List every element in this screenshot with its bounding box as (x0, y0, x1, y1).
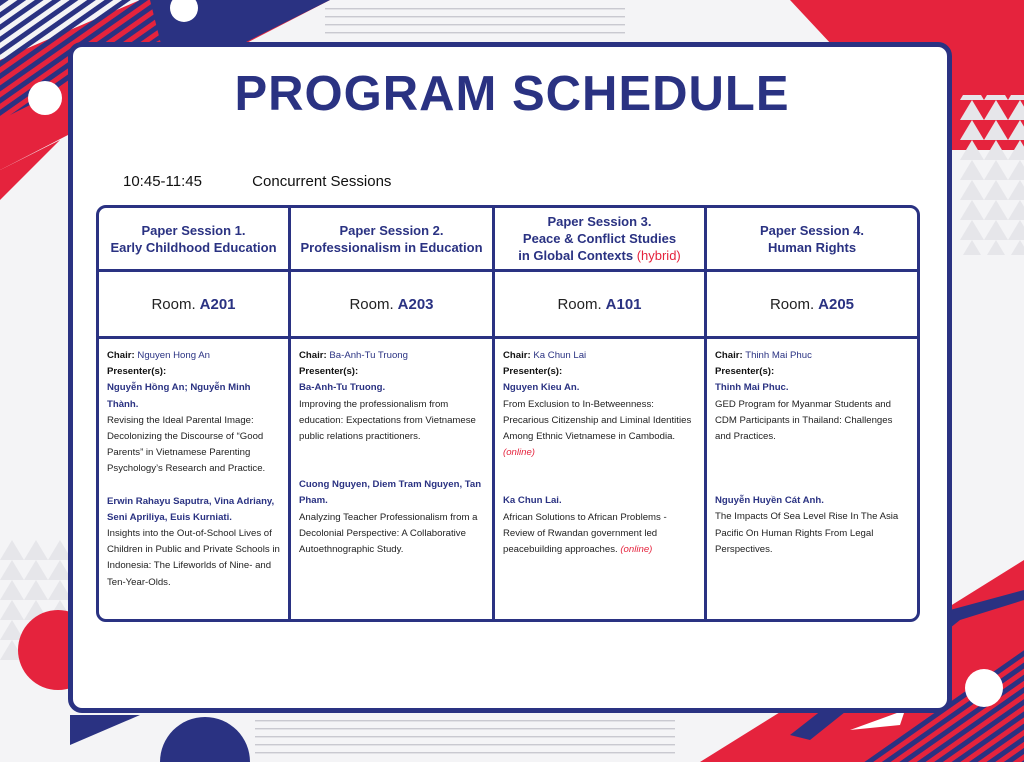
time-slot-time: 10:45-11:45 (123, 173, 202, 190)
session-1-details (99, 339, 291, 619)
session-2-title-line2: Professionalism in Education (300, 239, 483, 255)
room-prefix: Room. (557, 295, 602, 313)
room-prefix: Room. (769, 295, 815, 313)
session-3-title-line3-wrap (518, 247, 681, 264)
room-code: A203 (397, 295, 434, 313)
session-4-title-line1: Paper Session 4. (759, 222, 865, 238)
chair-label: Chair: (503, 350, 531, 361)
session-1-header (99, 208, 291, 272)
session-2-title-line1: Paper Session 2. (339, 222, 444, 238)
presenters-label: Presenter(s): (503, 366, 563, 378)
bottom-navy-half-circle (160, 717, 250, 762)
presenters-label: Presenter(s): (107, 366, 167, 378)
session-4-details (707, 339, 917, 619)
session-4-title-line2: Human Rights (767, 239, 857, 255)
paper-title: Revising the Ideal Parental Image: Decolonizing the Discourse of “Good Parents” in Vietnamese Parenting Psychology’s Research and Practice. (107, 414, 266, 475)
hybrid-tag: (hybrid) (636, 248, 681, 263)
paper-title: Insights into the Out-of-School Lives of Children in Public and Private Schools in Indonesia: The Lifeworlds of Nine- and Ten-Year-Olds. (107, 528, 280, 588)
paper-title: GED Program for Myanmar Students and CDM Participants in Thailand: Challenges and Practices. (715, 398, 893, 443)
session-3-room (495, 272, 707, 339)
chair-line (299, 348, 486, 364)
room-code: A101 (605, 295, 642, 313)
paper-title: From Exclusion to In-Betweenness: Precarious Citizenship and Liminal Identities Among Ethnic Vietnamese in Cambodia. (503, 398, 692, 443)
session-2-details (291, 339, 495, 619)
session-4-room (707, 272, 917, 339)
schedule-table (96, 205, 920, 622)
room-prefix: Room. (349, 295, 394, 313)
paper-title: Improving the professionalism from education: Expectations from Vietnamese public relations practitioners. (299, 398, 476, 443)
session-4-header (707, 208, 917, 272)
online-tag: (online) (503, 447, 535, 459)
session-3-header (495, 208, 707, 272)
time-slot-row (123, 173, 391, 190)
chair-line (715, 348, 911, 364)
paper-title: The Impacts Of Sea Level Rise In The Asia Pacific On Human Rights From Legal Perspectives. (715, 511, 899, 555)
paper-title-wrap (503, 397, 698, 462)
session-1-title-line2: Early Childhood Education (110, 239, 277, 255)
paper-title: African Solutions to African Problems - Review of Rwandan government led peacebuilding approaches. (503, 511, 667, 556)
presenters-label: Presenter(s): (299, 366, 359, 378)
page-title: PROGRAM SCHEDULE (234, 67, 790, 121)
presenter-names: Thinh Mai Phuc. (715, 382, 789, 394)
session-1-title-line1: Paper Session 1. (141, 222, 246, 238)
room-code: A205 (818, 295, 855, 313)
chair-name: Ka Chun Lai (533, 350, 587, 361)
presenter-names: Ba-Anh-Tu Truong. (299, 382, 386, 394)
presenter-names: Nguyễn Hồng An; Nguyễn Minh Thành. (107, 382, 251, 410)
session-3-title-line2: Peace & Conflict Studies (522, 231, 677, 246)
session-2-room (291, 272, 495, 339)
online-tag: (online) (620, 544, 653, 556)
session-2-header (291, 208, 495, 272)
chair-line (503, 348, 698, 364)
chair-name: Ba-Anh-Tu Truong (329, 350, 408, 361)
chair-name: Thinh Mai Phuc (745, 350, 812, 361)
paper-title: Analyzing Teacher Professionalism from a Decolonial Perspective: A Collaborative Autoethnographic Study. (299, 511, 478, 556)
session-1-room (99, 272, 291, 339)
chair-name: Nguyen Hong An (137, 350, 210, 361)
room-prefix: Room. (151, 295, 196, 313)
chair-label: Chair: (107, 350, 135, 361)
chair-label: Chair: (715, 350, 743, 361)
presenter-names: Cuong Nguyen, Diem Tram Nguyen, Tan Pham. (299, 479, 482, 507)
session-3-title-line1: Paper Session 3. (547, 214, 652, 229)
presenter-names: Nguyễn Huyền Cát Anh. (715, 495, 824, 507)
session-3-details (495, 339, 707, 619)
bottom-right-white-dot (965, 669, 1003, 707)
time-slot-label: Concurrent Sessions (252, 173, 392, 190)
room-code: A201 (199, 295, 236, 313)
chair-line (107, 348, 282, 364)
presenter-names: Nguyen Kieu An. (503, 382, 580, 394)
paper-title-wrap (503, 510, 698, 559)
session-3-title-line3: in Global Contexts (518, 248, 634, 263)
presenter-names: Erwin Rahayu Saputra, Vina Adriany, Seni Apriliya, Euis Kurniati. (107, 495, 275, 523)
presenter-names: Ka Chun Lai. (503, 495, 562, 507)
presenters-label: Presenter(s): (715, 366, 775, 378)
chair-label: Chair: (299, 350, 327, 361)
